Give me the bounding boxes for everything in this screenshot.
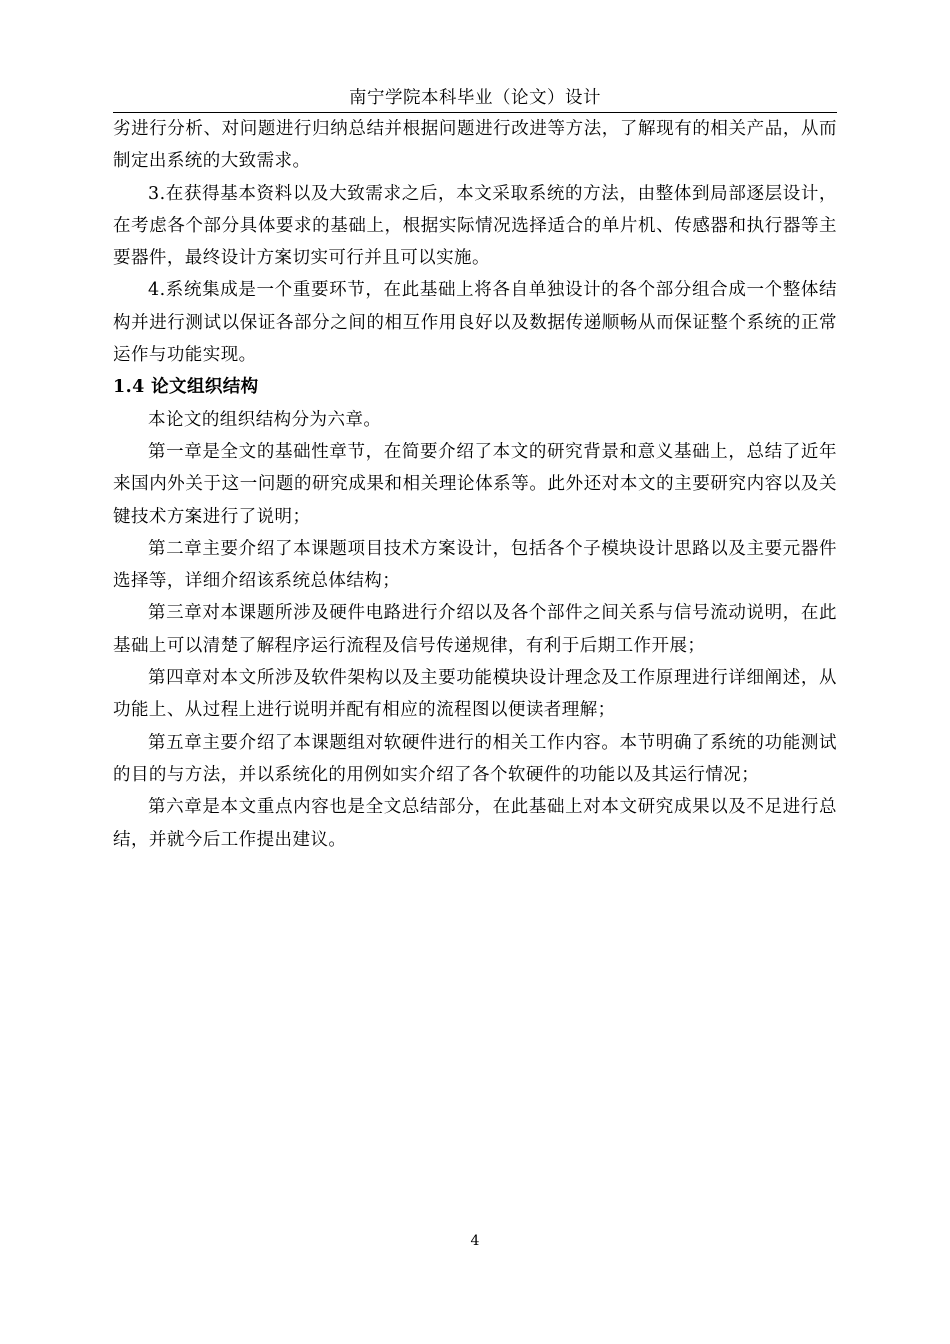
page-number: 4 <box>470 1233 480 1249</box>
paragraph-chapter-5: 第五章主要介绍了本课题组对软硬件进行的相关工作内容。本节明确了系统的功能测试的目的与方法，并以系统化的用例如实介绍了各个软硬件的功能以及其运行情况； <box>113 732 837 785</box>
paragraph-intro: 本论文的组织结构分为六章。 <box>148 409 382 430</box>
document-body <box>113 113 837 856</box>
paragraph-step-3: 3.在获得基本资料以及大致需求之后，本文采取系统的方法，由整体到局部逐层设计，在考虑各个部分具体要求的基础上，根据实际情况选择适合的单片机、传感器和执行器等主要器件，最终设计方案切实可行并且可以实施。 <box>113 183 837 269</box>
section-heading: 1.4 论文组织结构 <box>113 377 259 398</box>
paragraph-continued: 劣进行分析、对问题进行归纳总结并根据问题进行改进等方法，了解现有的相关产品，从而制定出系统的大致需求。 <box>113 119 837 172</box>
paragraph-chapter-1: 第一章是全文的基础性章节，在简要介绍了本文的研究背景和意义基础上，总结了近年来国内外关于这一问题的研究成果和相关理论体系等。此外还对本文的主要研究内容以及关键技术方案进行了说明； <box>113 441 837 527</box>
paragraph-chapter-4: 第四章对本文所涉及软件架构以及主要功能模块设计理念及工作原理进行详细阐述，从功能上、从过程上进行说明并配有相应的流程图以便读者理解； <box>113 668 837 721</box>
paragraph-chapter-3: 第三章对本课题所涉及硬件电路进行介绍以及各个部件之间关系与信号流动说明，在此基础上可以清楚了解程序运行流程及信号传递规律，有利于后期工作开展； <box>113 603 837 656</box>
paragraph-chapter-2: 第二章主要介绍了本课题项目技术方案设计，包括各个子模块设计思路以及主要元器件选择等，详细介绍该系统总体结构； <box>113 538 837 592</box>
page-header: 南宁学院本科毕业（论文）设计 <box>349 88 601 108</box>
paragraph-chapter-6: 第六章是本文重点内容也是全文总结部分，在此基础上对本文研究成果以及不足进行总结，并就今后工作提出建议。 <box>113 797 837 850</box>
paragraph-step-4: 4.系统集成是一个重要环节，在此基础上将各自单独设计的各个部分组合成一个整体结构并进行测试以保证各部分之间的相互作用良好以及数据传递顺畅从而保证整个系统的正常运作与功能实现。 <box>113 280 837 366</box>
